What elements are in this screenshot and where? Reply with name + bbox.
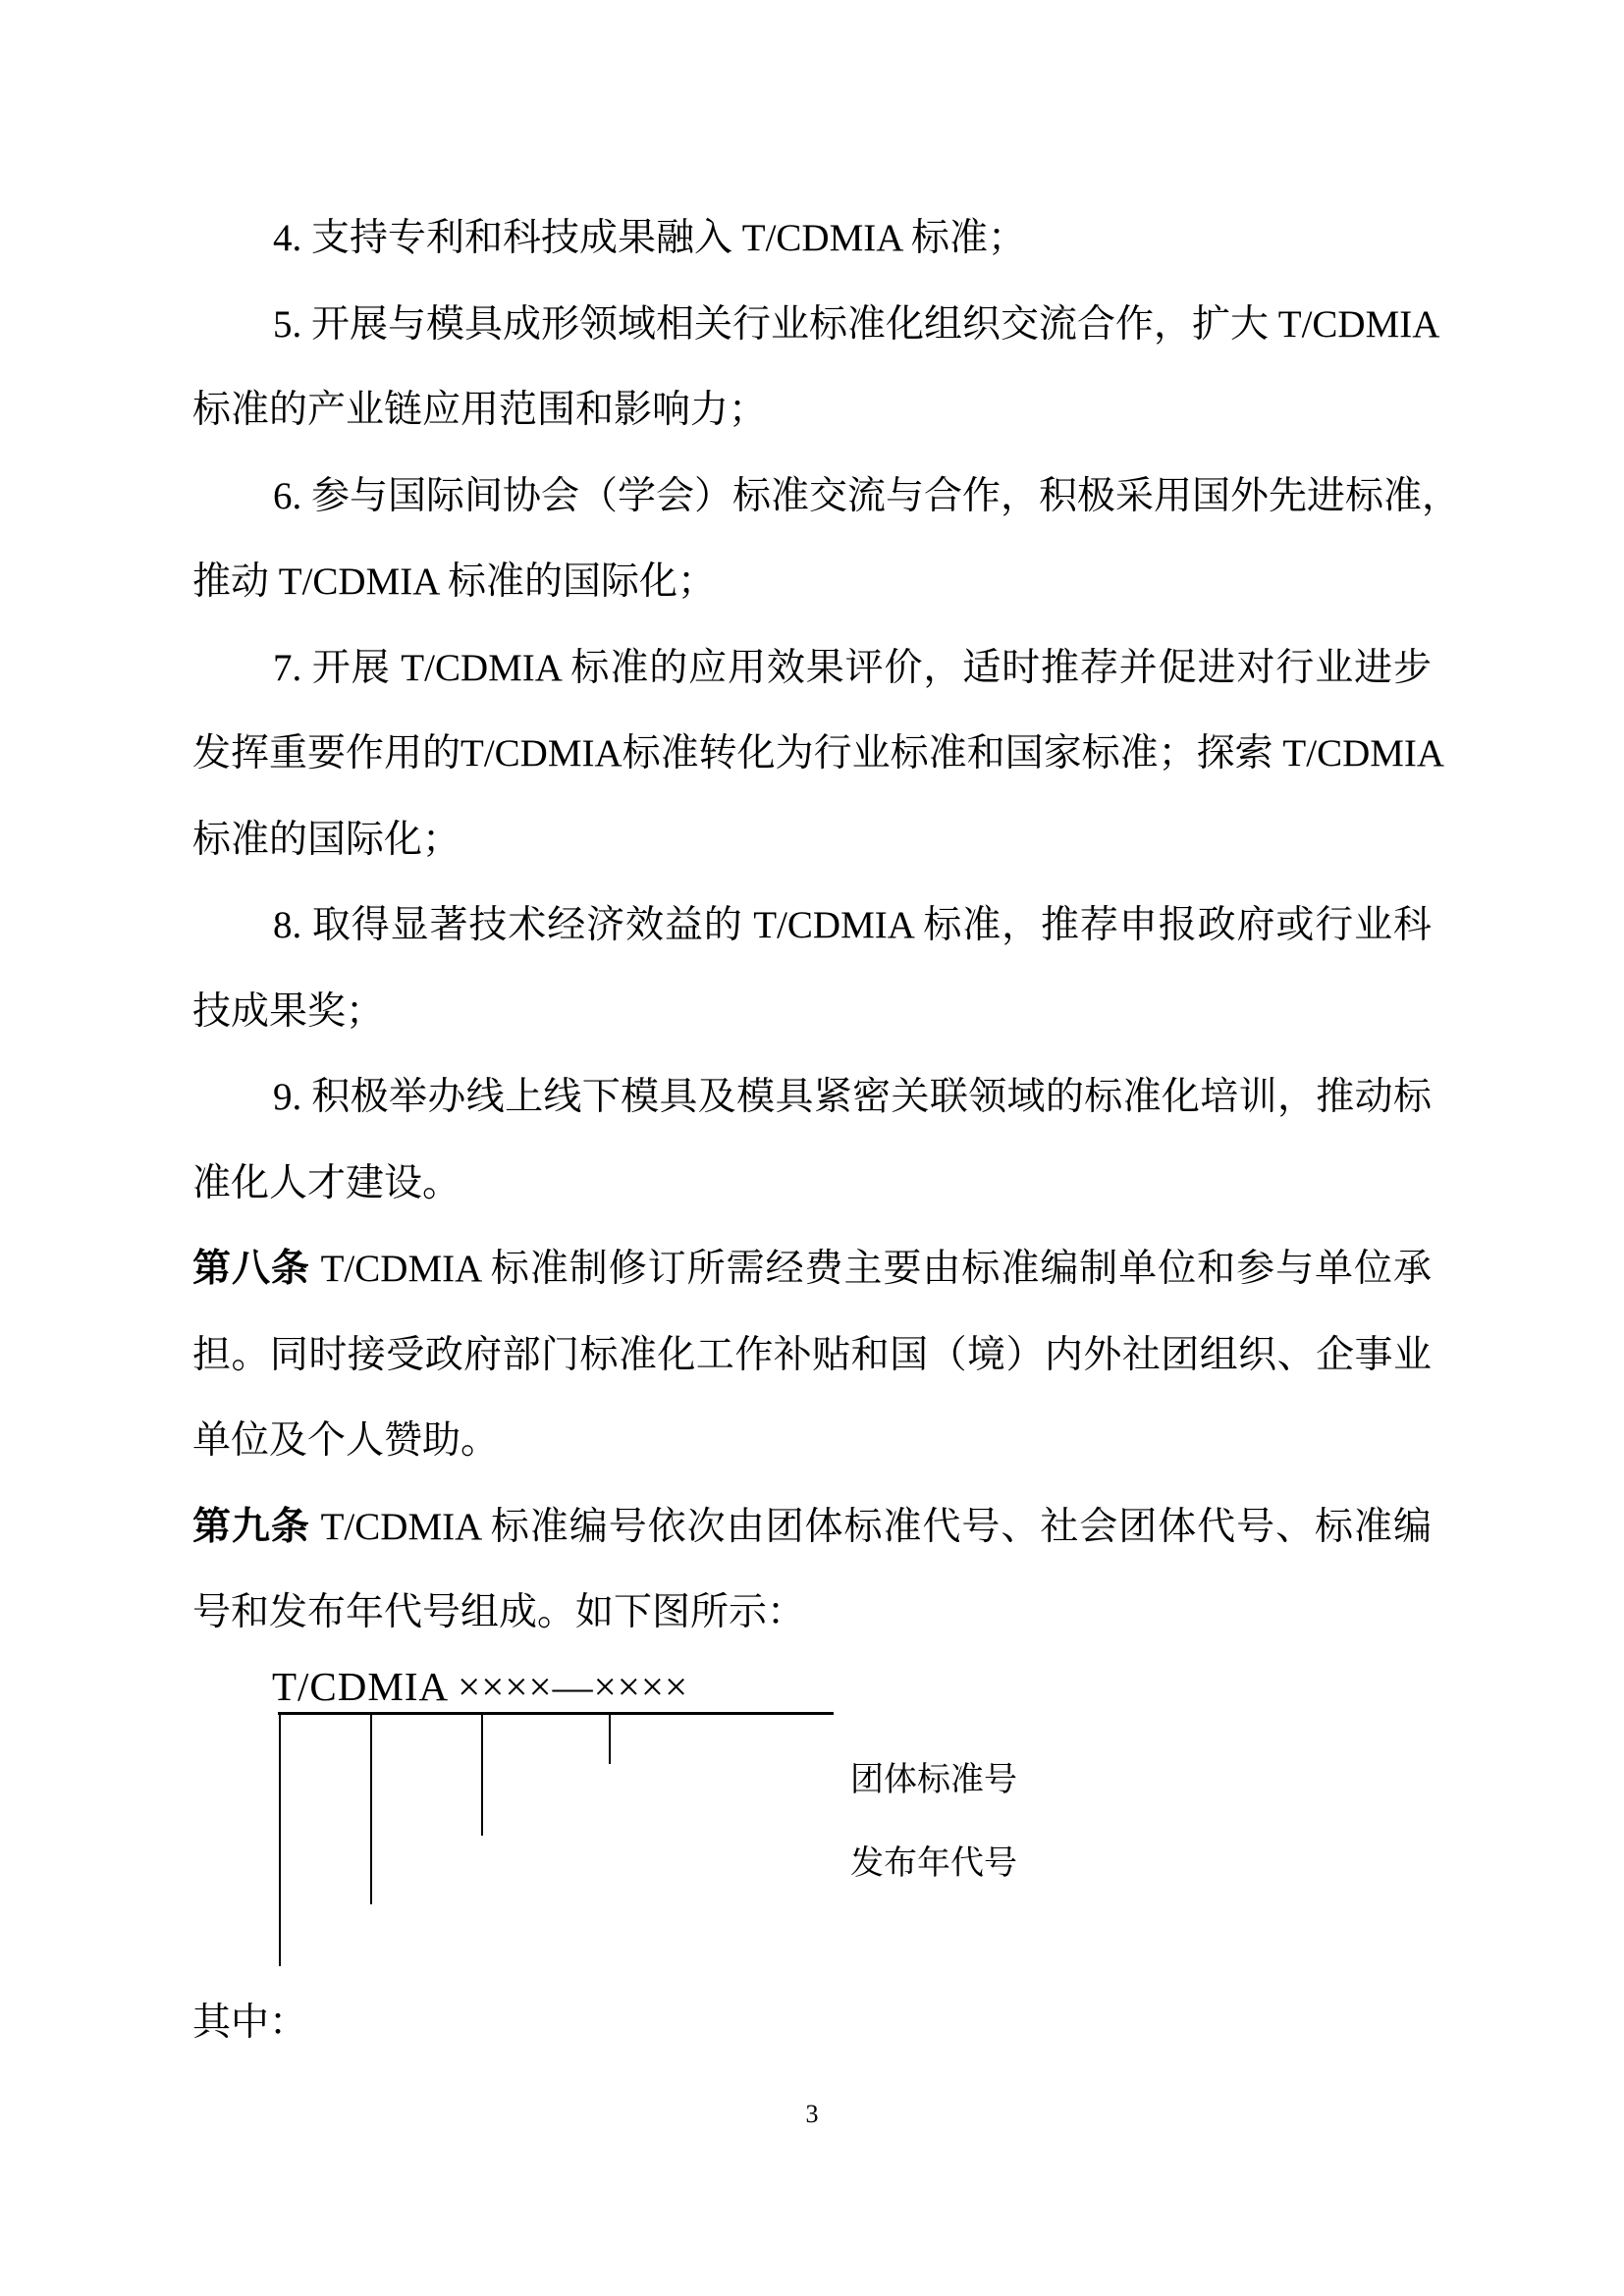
text-line: 5. 开展与模具成形领域相关行业标准化组织交流合作，扩大 T/CDMIA [273,302,1440,346]
text-line: 准化人才建设。 [192,1161,461,1204]
text-line: 标准的国际化； [192,818,461,861]
diagram-label-publication-year-code: 发布年代号 [850,1845,1017,1882]
diagram-horizontal-line [278,1712,834,1715]
article-number-bold: 第八条 [192,1248,310,1290]
text-line: 单位及个人赞助。 [192,1419,500,1462]
diagram-tick-4 [609,1715,611,1764]
standard-number-code: T/CDMIA ××××—×××× [272,1664,689,1709]
text-line: 第九条 T/CDMIA 标准编号依次由团体标准代号、社会团体代号、标准编 [192,1505,1432,1548]
body-text [192,195,1461,1656]
text-line: 技成果奖； [192,989,385,1033]
text-line: 担。同时接受政府部门标准化工作补贴和国（境）内外社团组织、企事业 [192,1333,1432,1376]
diagram-label-group-standard-number: 团体标准号 [850,1762,1017,1798]
diagram-tick-2 [370,1715,372,1904]
text-line: 6. 参与国际间协会（学会）标准交流与合作，积极采用国外先进标准， [273,474,1461,517]
explanation-lead: 其中： [192,2002,308,2044]
text-line: 9. 积极举办线上线下模具及模具紧密关联领域的标准化培训，推动标 [273,1076,1432,1118]
text-line: 第八条 T/CDMIA 标准制修订所需经费主要由标准编制单位和参与单位承 [192,1248,1432,1290]
text-line: 发挥重要作用的T/CDMIA标准转化为行业标准和国家标准；探索 T/CDMIA [192,732,1445,774]
article-number-bold: 第九条 [192,1505,310,1548]
diagram-tick-1 [279,1715,281,1966]
text-line: 推动 T/CDMIA 标准的国际化； [192,561,717,603]
page-number: 3 [805,2100,819,2128]
text-line: 号和发布年代号组成。如下图所示： [192,1591,806,1633]
text-line: 8. 取得显著技术经济效益的 T/CDMIA 标准，推荐申报政府或行业科 [273,904,1432,946]
text-line: 4. 支持专利和科技成果融入 T/CDMIA 标准； [273,217,1027,259]
diagram-tick-3 [481,1715,483,1836]
text-line: 7. 开展 T/CDMIA 标准的应用效果评价，适时推荐并促进对行业进步 [273,646,1432,689]
text-line: 标准的产业链应用范围和影响力； [192,389,768,431]
